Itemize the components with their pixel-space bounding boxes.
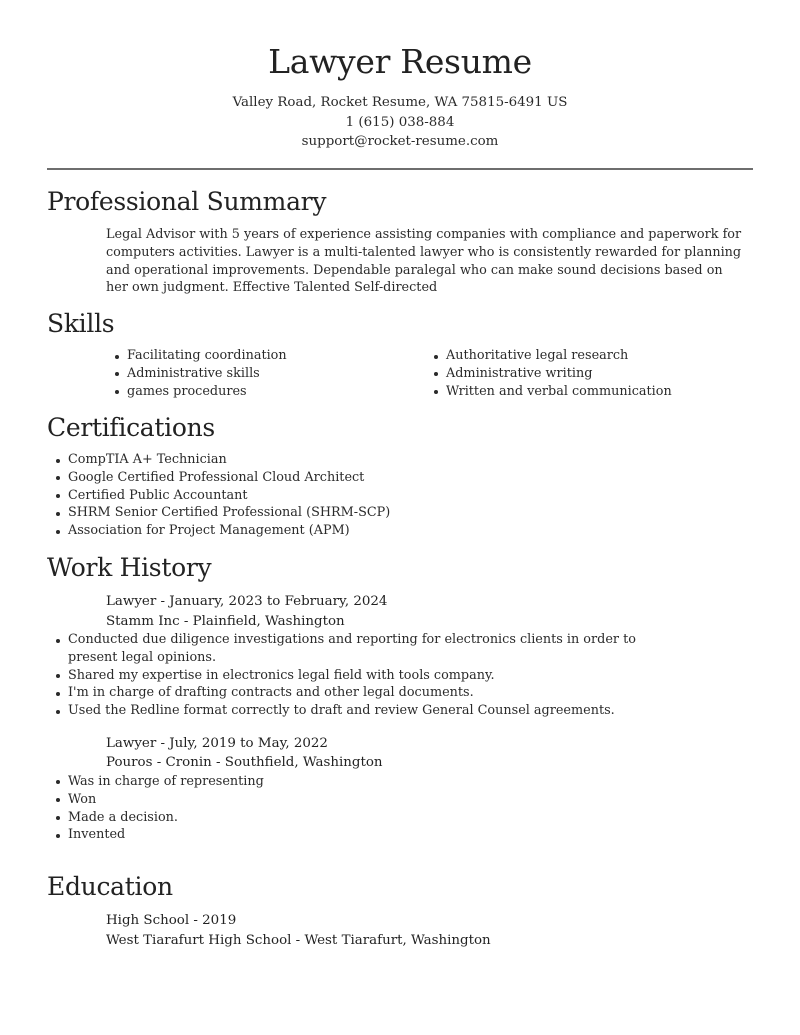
contact-phone: 1 (615) 038-884 (345, 114, 455, 130)
job-title-dates: Lawyer - July, 2019 to May, 2022 (106, 735, 328, 751)
certification-item: Certified Public Accountant (47, 487, 753, 505)
job-company-location: Stamm Inc - Plainfield, Washington (106, 613, 345, 629)
job-bullet: Was in charge of representing (47, 773, 667, 791)
education-degree: High School - 2019 (106, 913, 237, 928)
certifications-section (47, 412, 753, 540)
skill-item: Facilitating coordination (106, 347, 425, 365)
skill-item: Written and verbal communication (425, 383, 744, 401)
work-history-heading: Work History (47, 553, 212, 582)
education-section (47, 871, 753, 950)
certification-item: Association for Project Management (APM) (47, 522, 753, 540)
certifications-heading: Certifications (47, 413, 215, 442)
skill-item: Administrative writing (425, 365, 744, 383)
job-bullet: Won (47, 791, 667, 809)
job-bullet: Conducted due diligence investigations and reporting for electronics clients in order to present legal opinions. (47, 631, 667, 667)
header-divider (47, 168, 753, 170)
summary-text: Legal Advisor with 5 years of experience assisting companies with compliance and paperwork for computers activities. Lawyer is a multi-talented lawyer who is consistently rewarded for planning and operational improvements. Dependable paralegal who can make sound decisions based on her own judgment. Effective Talented Self-directed (106, 227, 742, 296)
job-bullet: Invented (47, 826, 667, 844)
job-title-dates: Lawyer - January, 2023 to February, 2024 (106, 594, 388, 609)
contact-address: Valley Road, Rocket Resume, WA 75815-6491 US (232, 95, 568, 110)
job-bullet: Used the Redline format correctly to draft and review General Counsel agreements. (47, 702, 667, 720)
certification-item: SHRM Senior Certified Professional (SHRM-SCP) (47, 504, 753, 522)
job-entry (47, 734, 753, 844)
skills-list-right (425, 347, 744, 400)
skills-grid (106, 347, 753, 400)
job-bullets (47, 773, 667, 844)
work-history-section (47, 552, 753, 844)
certification-item: CompTIA A+ Technician (47, 451, 753, 469)
job-bullet: Shared my expertise in electronics legal field with tools company. (47, 667, 667, 685)
contact-email: support@rocket-resume.com (301, 134, 499, 149)
skill-item: Administrative skills (106, 365, 425, 383)
summary-heading: Professional Summary (47, 187, 327, 216)
education-school: West Tiarafurt High School - West Tiarafurt, Washington (106, 932, 491, 948)
skills-section (47, 308, 753, 400)
certification-item: Google Certified Professional Cloud Architect (47, 469, 753, 487)
skill-item: Authoritative legal research (425, 347, 744, 365)
skills-heading: Skills (47, 309, 115, 338)
summary-section (47, 186, 753, 297)
education-heading: Education (47, 872, 173, 901)
job-bullet: I'm in charge of drafting contracts and other legal documents. (47, 684, 667, 702)
job-bullet: Made a decision. (47, 809, 667, 827)
job-bullets (47, 631, 667, 720)
education-entry (47, 911, 753, 950)
contact-info (47, 93, 753, 152)
job-entry (47, 592, 753, 720)
skills-list-left (106, 347, 425, 400)
certifications-list (47, 451, 753, 540)
job-company-location: Pouros - Cronin - Southfield, Washington (106, 755, 383, 771)
resume-title: Lawyer Resume (268, 42, 532, 81)
resume-page (47, 0, 753, 948)
resume-header (47, 0, 753, 170)
skill-item: games procedures (106, 383, 425, 401)
